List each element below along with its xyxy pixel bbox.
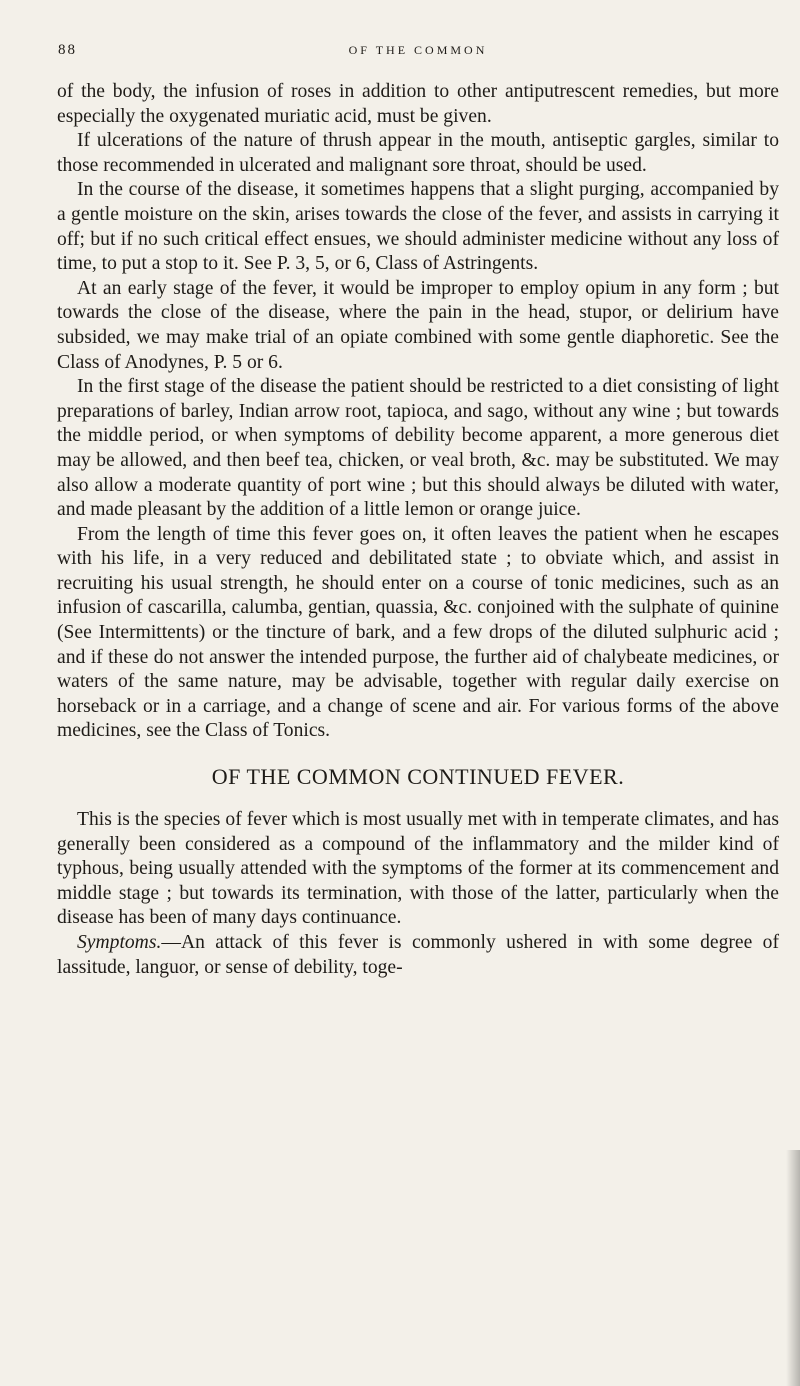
paragraph: of the body, the infusion of roses in addition to other antiputrescent remedies, but more especially the oxygenated muriatic acid, must be given.: [57, 81, 779, 127]
paragraph: From the length of time this fever goes on, it often leaves the patient when he escapes with his life, in a very reduced and debilitated state ; to obviate which, and assist in recruiting his usual strength, he should enter on a course of tonic medicines, such as an infusion of cascarilla, calumba, gentian, quassia, &c. conjoined with the sulphate of quinine (See Intermittents) or the tincture of bark, and a few drops of the diluted sulphuric acid ; and if these do not answer the intended purpose, the further aid of chalybeate medicines, or waters of the same nature, may be advisable, together with regular daily exercise on horseback or in a carriage, and a change of scene and air. For various forms of the above medicines, see the Class of Tonics.: [57, 523, 779, 742]
symptoms-text: —An attack of this fever is commonly ushered in with some degree of lassitude, languor, or sense of debility, toge-: [57, 932, 779, 978]
body-text: [57, 80, 779, 980]
running-head: [57, 40, 779, 70]
section-heading: OF THE COMMON CONTINUED FEVER.: [211, 764, 625, 790]
page-number: 88: [58, 42, 77, 58]
paragraph: This is the species of fever which is most usually met with in temperate climates, and has generally been considered as a compound of the inflammatory and the milder kind of typhous, being usually attended with the symptoms of the former at its commencement and middle stage ; but towards its termination, with those of the latter, particularly when the disease has been of many days continuance.: [57, 809, 779, 929]
paragraph: In the first stage of the disease the patient should be restricted to a diet consisting of light preparations of barley, Indian arrow root, tapioca, and sago, without any wine ; but towards the middle period, or when symptoms of debility become apparent, a more generous diet may be allowed, and then beef tea, chicken, or veal broth, &c. may be substituted. We may also allow a moderate quantity of port wine ; but this should always be diluted with water, and made pleasant by the addition of a little lemon or orange juice.: [57, 376, 779, 521]
symptoms-paragraph: [57, 931, 779, 980]
symptoms-label: Symptoms.: [77, 932, 162, 953]
paragraph: If ulcerations of the nature of thrush appear in the mouth, antiseptic gargles, similar to those recommended in ulcerated and malignant sore throat, should be used.: [57, 130, 779, 176]
book-page: [57, 40, 779, 980]
paragraph: At an early stage of the fever, it would be improper to employ opium in any form ; but towards the close of the disease, where the pain in the head, stupor, or delirium have subsided, we may make trial of an opiate combined with some gentle diaphoretic. See the Class of Anodynes, P. 5 or 6.: [57, 277, 779, 373]
running-title: OF THE COMMON: [348, 43, 488, 57]
paragraph: In the course of the disease, it sometimes happens that a slight purging, accompanied by a gentle moisture on the skin, arises towards the close of the fever, and assists in carrying it off; but if no such critical effect ensues, we should administer medicine without any loss of time, to put a stop to it. See P. 3, 5, or 6, Class of Astringents.: [57, 179, 779, 275]
page-edge-shadow: [786, 1150, 800, 1386]
